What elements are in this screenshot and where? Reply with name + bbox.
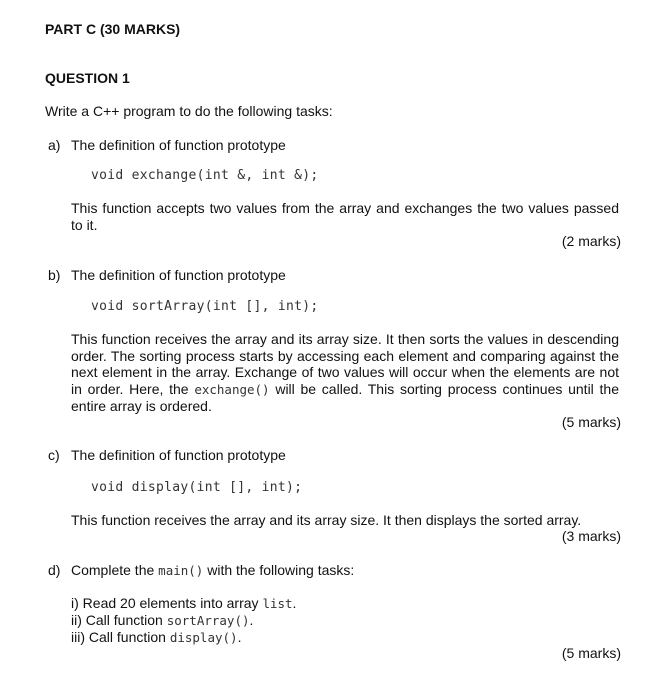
part-b-heading: The definition of function prototype	[71, 267, 286, 283]
list-array-ref: list	[262, 596, 293, 611]
exchange-function-ref: exchange()	[194, 381, 270, 397]
question-title: QUESTION 1	[45, 70, 130, 86]
task-text: Call function	[88, 629, 170, 645]
sortarray-function-ref: sortArray()	[166, 613, 250, 628]
part-d-heading	[71, 562, 354, 579]
task-text: Call function	[85, 612, 167, 628]
display-function-ref: display()	[169, 630, 238, 645]
part-d-label: d)	[48, 562, 61, 578]
task-number: ii)	[71, 612, 82, 628]
task-end: .	[249, 612, 254, 628]
part-b-marks: (5 marks)	[561, 414, 621, 430]
part-c-prototype: void display(int [], int);	[91, 480, 303, 495]
part-a-marks: (2 marks)	[561, 233, 621, 249]
part-b-description-start: This function receives the array and its array size. It then sorts the values in descending order. The sorting process starts by accessing each element and comparing against the next element in the array. Exchange of two values will occur when the elements are not in order. Here, the	[71, 331, 619, 397]
part-c-label: c)	[48, 447, 60, 463]
task-item	[71, 595, 296, 612]
part-b-description	[71, 331, 619, 415]
main-function-ref: main()	[158, 563, 204, 578]
task-number: i)	[71, 595, 79, 611]
part-a-heading: The definition of function prototype	[71, 137, 286, 153]
part-d-heading-end: with the following tasks:	[203, 562, 355, 578]
part-b-description-end: will be called. This sorting process continues until the entire array is ordered.	[71, 380, 619, 414]
task-text: Read 20 elements into array	[82, 595, 263, 611]
part-d-heading-start: Complete the	[71, 562, 159, 578]
section-title: PART C (30 MARKS)	[45, 21, 181, 37]
task-number: iii)	[71, 629, 85, 645]
task-item	[71, 629, 241, 646]
part-d-marks: (5 marks)	[561, 645, 621, 661]
part-a-prototype: void exchange(int &, int &);	[91, 168, 319, 183]
question-intro: Write a C++ program to do the following tasks:	[45, 103, 333, 119]
task-item	[71, 612, 253, 629]
task-end: .	[237, 629, 242, 645]
task-end: .	[292, 595, 297, 611]
part-c-description: This function receives the array and its array size. It then displays the sorted array.	[71, 512, 582, 528]
part-a-label: a)	[48, 137, 61, 153]
part-a-description: This function accepts two values from the array and exchanges the two values passed to it.	[71, 200, 619, 233]
part-b-label: b)	[48, 267, 61, 283]
part-b-prototype: void sortArray(int [], int);	[91, 299, 319, 314]
part-c-heading: The definition of function prototype	[71, 447, 286, 463]
part-c-marks: (3 marks)	[561, 528, 621, 544]
